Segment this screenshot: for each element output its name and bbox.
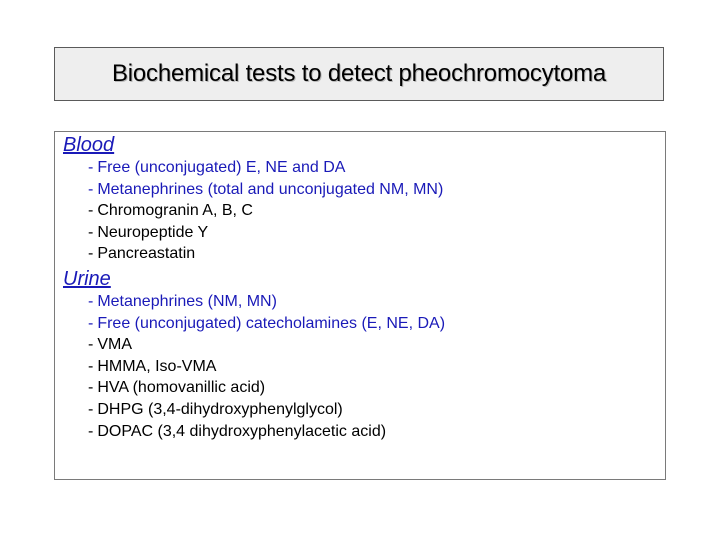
list-item-text: DHPG (3,4-dihydroxyphenylglycol) [97,400,343,418]
list-item: - DHPG (3,4-dihydroxyphenylglycol) [88,400,343,418]
list-item-text: Free (unconjugated) E, NE and DA [97,159,346,176]
list-item-text: HMMA, Iso-VMA [97,357,217,375]
list-item-text: Metanephrines (NM, MN) [97,292,277,310]
section-heading-blood: Blood [63,134,115,156]
list-item: - Neuropeptide Y [88,223,209,241]
section-blood [55,133,665,265]
blood-test-list [55,157,665,265]
list-item: - DOPAC (3,4 dihydroxyphenylacetic acid) [88,422,387,440]
section-urine [55,267,665,442]
list-item: - HVA (homovanillic acid) [88,379,266,397]
list-item: - VMA [88,336,132,354]
list-item: - Free (unconjugated) E, NE and DA [88,159,346,176]
slide-title: Biochemical tests to detect pheochromocytoma [111,60,607,87]
list-item: - HMMA, Iso-VMA [88,357,217,375]
list-item-text: Metanephrines (total and unconjugated NM, MN) [97,180,444,198]
list-item-text: DOPAC (3,4 dihydroxyphenylacetic acid) [97,422,387,440]
list-item-text: Free (unconjugated) catecholamines (E, NE, DA) [97,314,446,332]
list-item: - Metanephrines (total and unconjugated NM, MN) [88,180,444,198]
list-item: - Metanephrines (NM, MN) [88,292,277,310]
title-box [54,47,664,101]
section-heading-urine: Urine [63,267,111,290]
content-box [54,131,666,480]
list-item-text: HVA (homovanillic acid) [97,379,266,397]
list-item: - Pancreastatin [88,245,196,263]
list-item-text: Neuropeptide Y [97,223,209,241]
urine-test-list [55,291,665,442]
list-item: - Free (unconjugated) catecholamines (E, NE, DA) [88,314,446,332]
list-item: - Chromogranin A, B, C [88,202,253,220]
list-item-text: Chromogranin A, B, C [97,202,253,220]
list-item-text: Pancreastatin [97,245,196,263]
list-item-text: VMA [97,336,132,354]
